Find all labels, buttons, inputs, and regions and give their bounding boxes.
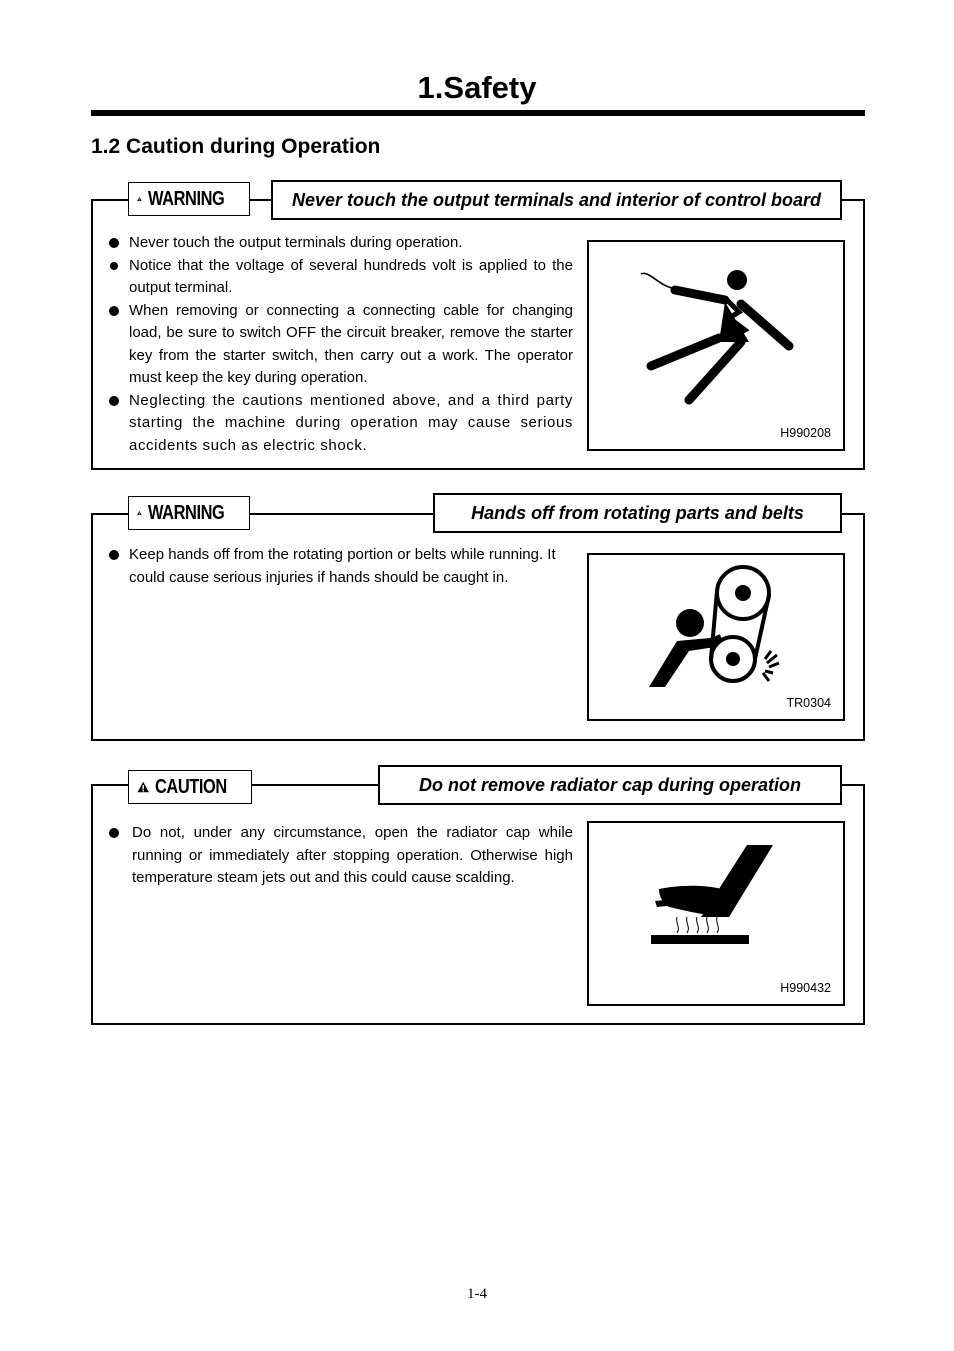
page-title: 1.Safety [417,70,537,105]
figure-hot-surface [587,821,845,1006]
page-number: 1-4 [467,1286,487,1302]
badge-label: CAUTION [155,775,228,798]
electric-shock-icon [589,242,843,449]
bullet-list [107,232,573,457]
warning-panel-rotating [91,513,865,741]
warning-triangle-icon [137,501,142,525]
hot-surface-icon [589,823,843,1004]
title-rule [91,110,865,116]
badge-label: WARNING [147,187,225,210]
section-heading: 1.2 Caution during Operation [91,135,381,158]
bullet-list [107,822,573,890]
figure-code: TR0304 [786,696,831,710]
warning-triangle-icon [137,775,149,799]
bullet-list [107,544,573,589]
panel-headline: Never touch the output terminals and interior of control board [271,180,842,220]
figure-rotating-belt [587,553,845,721]
warning-panel-electric [91,199,865,470]
warning-badge [128,182,250,216]
warning-triangle-icon [137,187,142,211]
caution-panel-radiator [91,784,865,1025]
figure-code: H990208 [780,426,831,440]
rotating-belt-icon [589,555,843,719]
list-item: Notice that the voltage of several hundreds volt is applied to the output terminal. [107,255,573,300]
panel-headline: Do not remove radiator cap during operation [378,765,842,805]
figure-electric-shock [587,240,845,451]
list-item-continuation [107,390,573,458]
list-item: Do not, under any circumstance, open the radiator cap while running or immediately after stopping operation. Otherwise high temperature steam jets out and this could cause scalding. [107,822,573,890]
figure-code: H990432 [780,981,831,995]
caution-badge [128,770,252,804]
panel-headline: Hands off from rotating parts and belts [433,493,842,533]
badge-label: WARNING [147,501,225,524]
list-item: When removing or connecting a connecting cable for changing load, be sure to switch OFF the circuit breaker, remove the starter key from the starter switch, then carry out a work. The operator must keep the key during operation. [107,300,573,390]
extra-paragraph: Neglecting the cautions mentioned above, and a third party starting the machine during operation may cause serious accidents such as electric shock. [129,391,573,454]
list-item: Keep hands off from the rotating portion or belts while running. It could cause serious injuries if hands should be caught in. [107,544,573,589]
warning-badge [128,496,250,530]
list-item: Never touch the output terminals during operation. [107,232,573,255]
